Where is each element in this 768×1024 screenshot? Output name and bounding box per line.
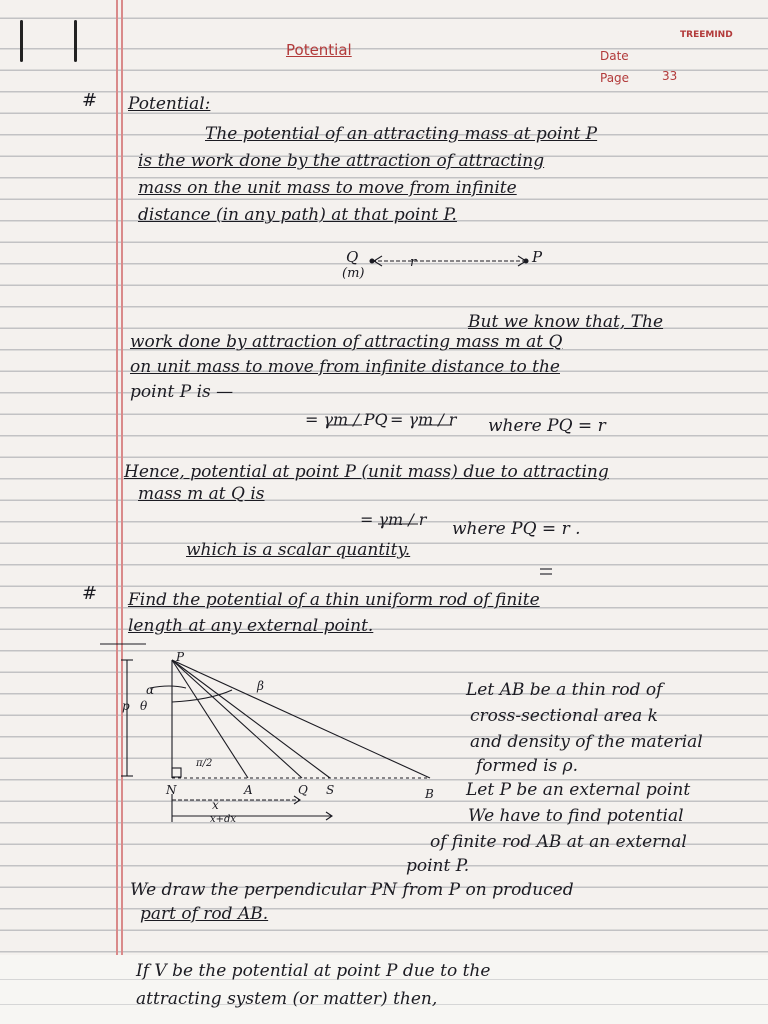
text-line: Hence, potential at point P (unit mass) due to attracting: [124, 462, 609, 482]
text-line: mass on the unit mass to move from infinite: [138, 178, 517, 198]
text-line: point P is —: [130, 382, 234, 402]
right-angle-mark: [172, 768, 181, 777]
diagram-label-S: S: [326, 783, 335, 797]
section-heading: Potential:: [128, 94, 211, 114]
diagram-label-p: p: [122, 699, 130, 713]
section-heading: Find the potential of a thin uniform rod of finite: [128, 590, 540, 610]
text-line: The potential of an attracting mass at point P: [205, 124, 598, 144]
equation-condition: where PQ = r: [488, 416, 606, 436]
text-line: mass m at Q is: [138, 484, 265, 504]
angle-arc: [150, 686, 186, 688]
equation: = γm / r: [390, 410, 457, 429]
line-pb: [172, 660, 430, 778]
diagram-label-B: B: [425, 787, 434, 801]
section-bullet: #: [82, 583, 98, 604]
text-line: cross-sectional area k: [470, 706, 658, 726]
text-line: We draw the perpendicular PN from P on produced: [130, 880, 574, 900]
text-line: We have to find potential: [468, 806, 684, 826]
text-line: which is a scalar quantity.: [186, 540, 411, 560]
diagram-label-A: A: [244, 783, 253, 797]
line-ps: [172, 660, 330, 778]
diagram-label-x: x: [212, 798, 219, 812]
diagram-label-alpha: α: [146, 683, 155, 697]
equation-condition: where PQ = r .: [452, 519, 581, 539]
text-line: of finite rod AB at an external: [430, 832, 687, 852]
diagram-label-x-dx: x+dx: [210, 814, 237, 825]
diagram-label-p: P: [532, 248, 543, 266]
angle-arc: [172, 690, 232, 702]
diagram-label-P: P: [176, 650, 185, 664]
section-bullet: #: [82, 90, 98, 111]
footer-line: If V be the potential at point P due to the: [136, 961, 491, 981]
diagram-label-m: (m): [342, 266, 365, 281]
text-line: distance (in any path) at that point P.: [138, 205, 457, 225]
brand-logo: TREEMIND: [680, 30, 733, 40]
text-line: part of rod AB.: [140, 904, 269, 924]
date-label: Date: [600, 49, 629, 63]
text-line: But we know that, The: [468, 312, 664, 332]
diagram-label-Q: Q: [298, 783, 308, 797]
diagram-label-beta: β: [257, 679, 264, 693]
text-line: and density of the material: [470, 732, 703, 752]
page-label: Page: [600, 71, 630, 85]
page-number: 33: [662, 69, 678, 83]
equation: = γm / r: [360, 510, 427, 529]
diagram-label-half-pi: π/2: [196, 758, 213, 769]
page-title: Potential: [286, 41, 352, 59]
text-line: is the work done by the attraction of attracting: [138, 151, 545, 171]
text-line: work done by attraction of attracting mass m at Q: [130, 332, 563, 352]
equation: = γm / PQ: [305, 410, 388, 429]
point-q: [370, 259, 374, 263]
text-line: formed is ρ.: [476, 756, 579, 776]
page-bottom-strip: [0, 955, 768, 1024]
text-line: Let AB be a thin rod of: [466, 680, 663, 700]
diagram-label-N: N: [166, 783, 177, 797]
diagram-label-theta: θ: [140, 699, 148, 713]
text-line: on unit mass to move from infinite distance to the: [130, 357, 560, 377]
text-line: point P.: [406, 856, 470, 876]
footer-line: attracting system (or matter) then,: [136, 989, 438, 1009]
text-line: Let P be an external point: [466, 780, 691, 800]
diagram-label-q: Q: [346, 248, 359, 266]
point-p: [524, 259, 528, 263]
diagram-label-r: r: [410, 255, 417, 270]
section-heading: length at any external point.: [128, 616, 374, 636]
